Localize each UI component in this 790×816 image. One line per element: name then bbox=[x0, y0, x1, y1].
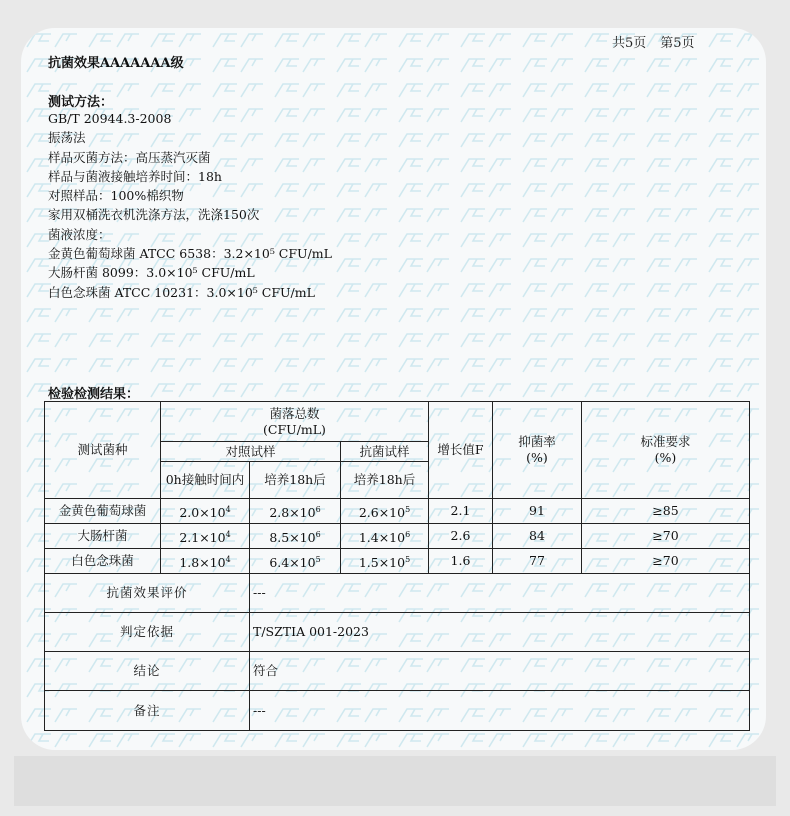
method-heading: 测试方法： bbox=[48, 95, 114, 110]
table-row bbox=[45, 524, 750, 549]
control-18h-cell: $2.8\times 10^6$ bbox=[250, 499, 341, 524]
method-line: 金黄色葡萄球菌 ATCC 6538：3.2×10⁵ CFU/mL bbox=[48, 246, 332, 262]
page-info bbox=[612, 32, 709, 51]
summary-label: 结论 bbox=[45, 652, 250, 691]
header-inhibition-rate bbox=[493, 402, 582, 499]
control-18h-cell: $8.5\times 10^6$ bbox=[250, 524, 341, 549]
footer-strip bbox=[14, 756, 776, 806]
summary-value: 符合 bbox=[250, 652, 750, 691]
standard-unit: (%) bbox=[654, 450, 677, 465]
colony-total-unit: (CFU/mL) bbox=[263, 421, 326, 437]
header-culture-18h-control: 培养18h后 bbox=[250, 462, 341, 499]
method-line: 样品灭菌方法：高压蒸汽灭菌 bbox=[48, 149, 211, 165]
summary-label: 备注 bbox=[45, 691, 250, 731]
header-strain: 测试菌种 bbox=[45, 402, 161, 499]
summary-value: T/SZTIA 001-2023 bbox=[250, 613, 750, 652]
standard-cell: ≥70 bbox=[582, 524, 750, 549]
summary-row bbox=[45, 574, 750, 613]
method-line: 大肠杆菌 8099：3.0×10⁵ CFU/mL bbox=[48, 265, 255, 281]
method-line: GB/T 20944.3-2008 bbox=[48, 111, 172, 126]
growth-cell: 2.6 bbox=[429, 524, 493, 549]
growth-cell: 2.1 bbox=[429, 499, 493, 524]
summary-value: --- bbox=[250, 691, 750, 731]
total-pages: 共5页 bbox=[612, 36, 647, 51]
table-row bbox=[45, 549, 750, 574]
inhibition-rate-label: 抑菌率 bbox=[518, 434, 556, 449]
control-18h-cell: $6.4\times 10^5$ bbox=[250, 549, 341, 574]
header-standard bbox=[582, 402, 750, 499]
current-page: 第5页 bbox=[660, 36, 695, 51]
control-0h-cell: $1.8\times 10^4$ bbox=[161, 549, 250, 574]
header-antibacterial: 抗菌试样 bbox=[341, 442, 429, 462]
method-line: 家用双桶洗衣机洗涤方法，洗涤150次 bbox=[48, 207, 260, 223]
control-0h-cell: $2.1\times 10^4$ bbox=[161, 524, 250, 549]
inhibition-rate-unit: (%) bbox=[526, 450, 548, 465]
method-line: 菌液浓度： bbox=[48, 226, 111, 242]
method-line: 振荡法 bbox=[48, 130, 86, 146]
header-colony-total bbox=[161, 402, 429, 442]
control-0h-cell: $2.0\times 10^4$ bbox=[161, 499, 250, 524]
method-lines bbox=[48, 109, 332, 302]
method-line: 对照样品：100%棉织物 bbox=[48, 188, 184, 204]
header-growth-value: 增长值F bbox=[429, 402, 493, 499]
method-line: 白色念珠菌 ATCC 10231：3.0×10⁵ CFU/mL bbox=[48, 284, 315, 300]
doc-title: 抗菌效果AAAAAAA级 bbox=[48, 56, 184, 71]
header-contact-0h: 0h接触时间内 bbox=[161, 462, 250, 499]
standard-cell: ≥85 bbox=[582, 499, 750, 524]
summary-row bbox=[45, 613, 750, 652]
summary-value: --- bbox=[250, 574, 750, 613]
summary-row bbox=[45, 691, 750, 731]
antibacterial-18h-cell: $2.6\times 10^5$ bbox=[341, 499, 429, 524]
colony-total-label: 菌落总数 bbox=[269, 405, 320, 421]
results-table bbox=[44, 401, 750, 731]
growth-cell: 1.6 bbox=[429, 549, 493, 574]
rate-cell: 77 bbox=[493, 549, 582, 574]
summary-row bbox=[45, 652, 750, 691]
results-heading: 检验检测结果： bbox=[48, 387, 140, 402]
rate-cell: 91 bbox=[493, 499, 582, 524]
antibacterial-18h-cell: $1.5\times 10^5$ bbox=[341, 549, 429, 574]
summary-label: 抗菌效果评价 bbox=[45, 574, 250, 613]
summary-label: 判定依据 bbox=[45, 613, 250, 652]
method-line: 样品与菌液接触培养时间：18h bbox=[48, 168, 222, 184]
standard-label: 标准要求 bbox=[640, 434, 691, 449]
header-culture-18h-antibacterial: 培养18h后 bbox=[341, 462, 429, 499]
strain-cell: 金黄色葡萄球菌 bbox=[45, 499, 161, 524]
rate-cell: 84 bbox=[493, 524, 582, 549]
standard-cell: ≥70 bbox=[582, 549, 750, 574]
table-row bbox=[45, 499, 750, 524]
antibacterial-18h-cell: $1.4\times 10^6$ bbox=[341, 524, 429, 549]
strain-cell: 大肠杆菌 bbox=[45, 524, 161, 549]
strain-cell: 白色念珠菌 bbox=[45, 549, 161, 574]
header-control: 对照试样 bbox=[161, 442, 341, 462]
